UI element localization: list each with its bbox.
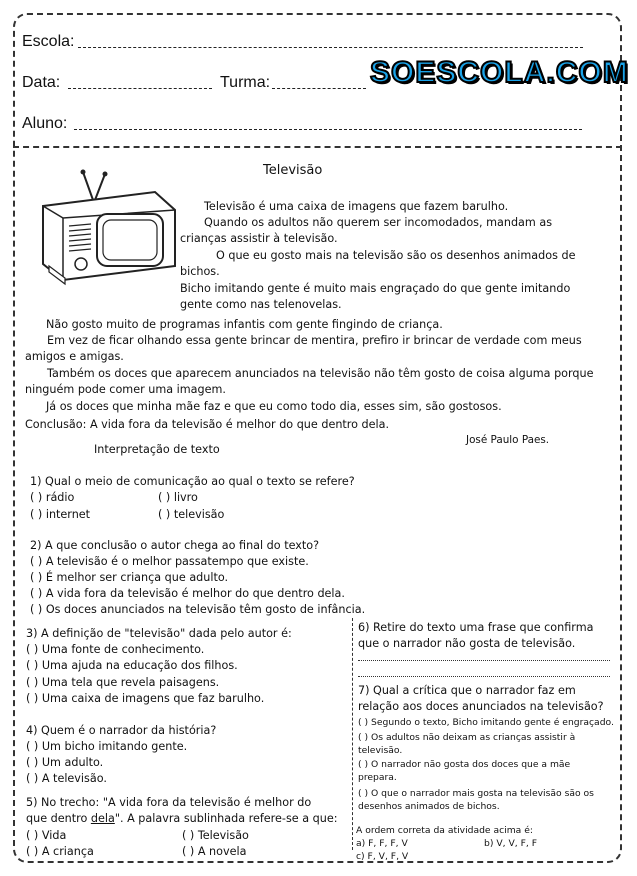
text-title: Televisão xyxy=(263,163,323,178)
q3-option-d[interactable]: ( ) Uma caixa de imagens que faz barulho. xyxy=(26,692,265,705)
q4-question: 4) Quem é o narrador da história? xyxy=(26,724,217,737)
q2-option-b[interactable]: ( ) É melhor ser criança que adulto. xyxy=(30,571,229,584)
q3-option-c[interactable]: ( ) Uma tela que revela paisagens. xyxy=(26,676,220,689)
column-divider xyxy=(352,618,353,850)
aluno-label: Aluno: xyxy=(22,115,68,132)
turma-field[interactable] xyxy=(272,88,366,89)
q3-question: 3) A definição de "televisão" dada pelo autor é: xyxy=(26,627,292,640)
author: José Paulo Paes. xyxy=(466,434,550,446)
q7-answer-c[interactable]: c) F, V, F, V xyxy=(356,851,409,862)
q2-option-a[interactable]: ( ) A televisão é o melhor passatempo que existe. xyxy=(30,555,309,568)
q1-option-b[interactable]: ( ) livro xyxy=(158,491,198,504)
q6-answer-line-2[interactable] xyxy=(358,676,610,677)
q2-option-c[interactable]: ( ) A vida fora da televisão é melhor do que dentro dela. xyxy=(30,587,345,600)
q4-option-a[interactable]: ( ) Um bicho imitando gente. xyxy=(26,740,188,753)
paragraph-7: Também os doces que aparecem anunciados na televisão não têm gosto de coisa alguma porque ninguém pode comer uma imagem. xyxy=(25,367,594,397)
q5-underlined-word: dela xyxy=(90,812,115,825)
header-divider xyxy=(13,146,622,148)
q5-line-2: que dentro dela". A palavra sublinhada refere-se a que: xyxy=(26,812,338,825)
q7-option-4[interactable]: ( ) O que o narrador mais gosta na televisão são os xyxy=(358,788,594,799)
q6-answer-line-1[interactable] xyxy=(358,660,610,661)
paragraph-8: Já os doces que minha mãe faz e que eu como todo dia, esses sim, são gostosos. xyxy=(46,400,502,413)
q7-option-1[interactable]: ( ) Segundo o texto, Bicho imitando gente é engraçado. xyxy=(358,717,614,728)
q1-question: 1) Qual o meio de comunicação ao qual o texto se refere? xyxy=(30,475,355,488)
data-label: Data: xyxy=(22,74,61,91)
q2-question: 2) A que conclusão o autor chega ao final do texto? xyxy=(30,539,320,552)
paragraph-1: Televisão é uma caixa de imagens que fazem barulho. xyxy=(204,200,509,213)
television-illustration xyxy=(35,168,185,288)
turma-label: Turma: xyxy=(220,74,271,91)
escola-field[interactable] xyxy=(78,47,583,48)
q5-option-c[interactable]: ( ) A criança xyxy=(26,845,94,858)
data-field[interactable] xyxy=(68,88,212,89)
q3-option-a[interactable]: ( ) Uma fonte de conhecimento. xyxy=(26,643,205,656)
q7-option-2[interactable]: ( ) Os adultos não deixam as crianças assistir à xyxy=(358,732,576,743)
q6-line-1: 6) Retire do texto uma frase que confirma xyxy=(358,621,594,634)
q7-order-prompt: A ordem correta da atividade acima é: xyxy=(356,825,533,836)
paragraph-3: O que eu gosto mais na televisão são os desenhos animados de bichos. xyxy=(180,249,576,279)
q3-option-b[interactable]: ( ) Uma ajuda na educação dos filhos. xyxy=(26,659,238,672)
paragraph-6: Em vez de ficar olhando essa gente brincar de mentira, prefiro ir brincar de verdade com meus amigos e amigas. xyxy=(25,334,582,364)
q7-answer-b[interactable]: b) V, V, F, F xyxy=(484,838,537,849)
q7-option-4-cont: desenhos animados de bichos. xyxy=(358,801,500,812)
q5-option-d[interactable]: ( ) A novela xyxy=(182,845,247,858)
paragraph-4: Bicho imitando gente é muito mais engraçado do que gente imitando gente como nas telenovelas. xyxy=(180,282,571,312)
q5-line-1: 5) No trecho: "A vida fora da televisão é melhor do xyxy=(26,796,312,809)
soescola-logo: SOESCOLA.COM xyxy=(370,56,629,89)
q2-option-d[interactable]: ( ) Os doces anunciados na televisão têm gosto de infância. xyxy=(30,603,366,616)
q4-option-b[interactable]: ( ) Um adulto. xyxy=(26,756,104,769)
conclusion: Conclusão: A vida fora da televisão é melhor do que dentro dela. xyxy=(25,418,390,431)
q7-answer-a[interactable]: a) F, F, F, V xyxy=(356,838,408,849)
escola-label: Escola: xyxy=(22,33,75,50)
q7-option-3[interactable]: ( ) O narrador não gosta dos doces que a mãe xyxy=(358,759,571,770)
aluno-field[interactable] xyxy=(74,129,582,130)
q6-line-2: que o narrador não gosta de televisão. xyxy=(358,637,576,650)
q1-option-c[interactable]: ( ) internet xyxy=(30,508,91,521)
paragraph-5: Não gosto muito de programas infantis com gente fingindo de criança. xyxy=(46,318,443,331)
q1-option-d[interactable]: ( ) televisão xyxy=(158,508,225,521)
q7-option-3-cont: prepara. xyxy=(358,772,397,783)
section-title: Interpretação de texto xyxy=(94,443,220,456)
q5-option-b[interactable]: ( ) Televisão xyxy=(182,829,249,842)
q7-line-1: 7) Qual a crítica que o narrador faz em xyxy=(358,684,576,697)
q5-option-a[interactable]: ( ) Vida xyxy=(26,829,67,842)
q1-option-a[interactable]: ( ) rádio xyxy=(30,491,75,504)
q4-option-c[interactable]: ( ) A televisão. xyxy=(26,772,107,785)
q7-option-2-cont: televisão. xyxy=(358,745,403,756)
q7-line-2: relação aos doces anunciados na televisão? xyxy=(358,700,604,713)
paragraph-2: Quando os adultos não querem ser incomodados, mandam as crianças assistir à televisão. xyxy=(180,216,553,246)
